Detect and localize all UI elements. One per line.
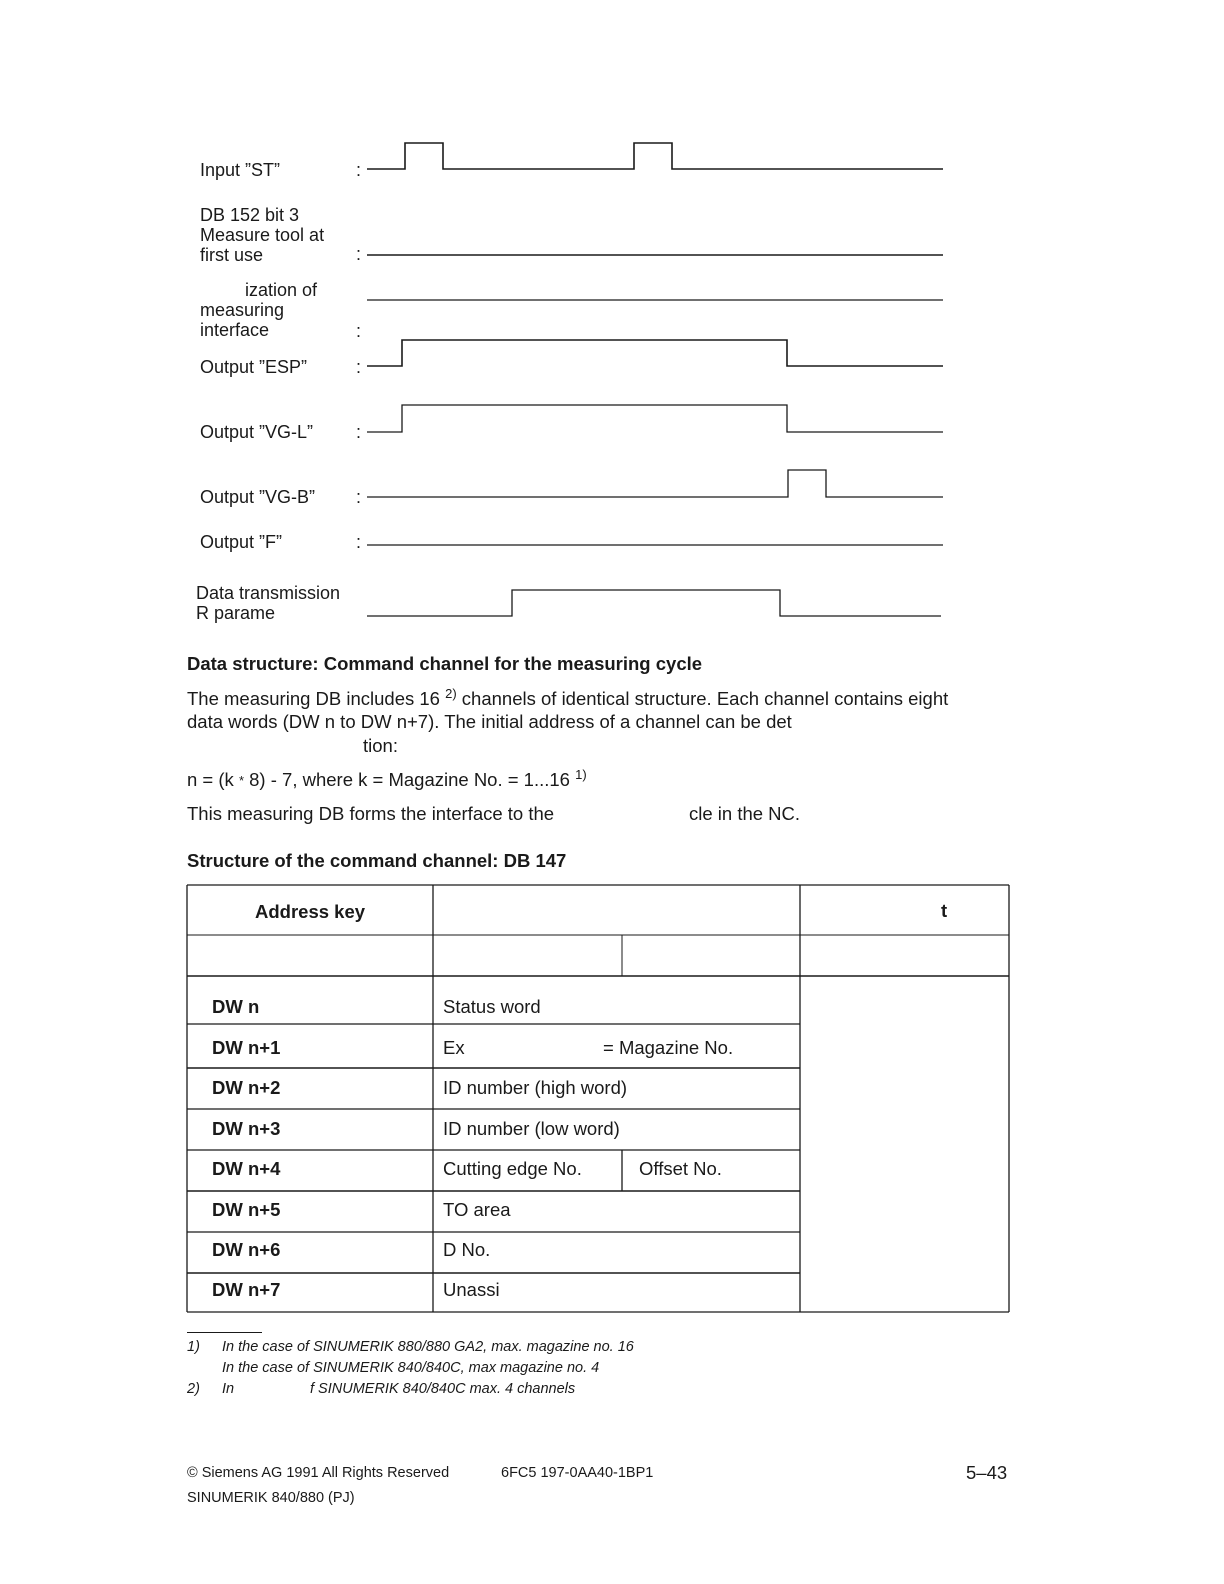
colon: : — [356, 532, 362, 552]
signal-label-output-vg-l: Output ”VG-L” — [200, 422, 314, 442]
paragraph-line: data words (DW n to DW n+7). The initial address of a channel can be det — [187, 711, 792, 732]
colon: : — [356, 160, 362, 180]
paragraph-interface-cont: cle in the NC. — [689, 803, 801, 824]
signal-label-db152: DB 152 bit 3 Measure tool at first use — [200, 205, 325, 265]
signal-label-output-vg-b: Output ”VG-B” — [200, 487, 316, 507]
waveform-output-vg-b — [367, 470, 943, 497]
colon: : — [356, 422, 362, 442]
table-row-key: DW n+1 — [212, 1037, 281, 1058]
footnote-text: In the case of SINUMERIK 880/880 GA2, max. magazine no. 16 — [222, 1339, 634, 1355]
footnote-divider — [187, 1332, 262, 1333]
paragraph-interface: This measuring DB forms the interface to the — [187, 803, 555, 824]
waveform-output-vg-l — [367, 405, 943, 432]
table-row-key: DW n+4 — [212, 1158, 281, 1179]
footer-page-number: 5–43 — [966, 1462, 1008, 1483]
footnote-text: In the case of SINUMERIK 840/840C, max magazine no. 4 — [222, 1360, 600, 1376]
table-row-desc: D No. — [443, 1239, 491, 1260]
section-heading-command-channel: Structure of the command channel: DB 147 — [187, 850, 567, 871]
table-row-key: DW n+6 — [212, 1239, 281, 1260]
footer-order-number: 6FC5 197-0AA40-1BP1 — [501, 1465, 654, 1481]
table-row-desc: ID number (low word) — [443, 1118, 620, 1139]
table-row-key: DW n — [212, 996, 260, 1017]
waveform-data-transmission — [367, 590, 941, 616]
colon: : — [356, 321, 362, 341]
table-row-desc: TO area — [443, 1199, 511, 1220]
footnote-text-cont: f SINUMERIK 840/840C max. 4 channels — [310, 1381, 576, 1397]
signal-label-output-f: Output ”F” — [200, 532, 283, 552]
table-row-desc: Unassi — [443, 1279, 500, 1300]
table-row-desc: ID number (high word) — [443, 1077, 628, 1098]
colon: : — [356, 487, 362, 507]
colon: : — [356, 357, 362, 377]
table-row-key: DW n+5 — [212, 1199, 281, 1220]
signal-label-measuring-interface: ization of measuring interface — [200, 280, 318, 340]
table-row-desc: Cutting edge No. — [443, 1158, 582, 1179]
formula: n = (k * 8) - 7, where k = Magazine No. = 1...16 $^{1)}$ — [187, 766, 587, 790]
footnote-text: In — [222, 1381, 235, 1397]
signal-label-output-esp: Output ”ESP” — [200, 357, 308, 377]
table-header-address-key: Address key — [255, 901, 366, 922]
waveform-input-st — [367, 143, 943, 169]
timing-diagram — [0, 0, 1224, 640]
footnote-mark: 1) — [187, 1339, 200, 1355]
footer-product: SINUMERIK 840/880 (PJ) — [187, 1490, 355, 1506]
table-row-desc: Status word — [443, 996, 541, 1017]
table-header-right: t — [941, 900, 948, 921]
table-row-desc2: = Magazine No. — [603, 1037, 734, 1058]
table-row-desc: Ex — [443, 1037, 465, 1058]
paragraph-line: tion: — [363, 735, 398, 756]
table-row-key: DW n+3 — [212, 1118, 281, 1139]
signal-label-input-st: Input ”ST” — [200, 160, 281, 180]
table-row-key: DW n+7 — [212, 1279, 281, 1300]
paragraph-line: The measuring DB includes 16 $^{2)}$ channels of identical structure. Each channel contains eight — [187, 685, 949, 709]
waveform-output-esp — [367, 340, 943, 366]
table-row-key: DW n+2 — [212, 1077, 281, 1098]
footnote-mark: 2) — [187, 1381, 200, 1397]
colon: : — [356, 244, 362, 264]
signal-label-data-transmission: Data transmission R parame — [196, 583, 341, 623]
section-heading-data-structure: Data structure: Command channel for the measuring cycle — [187, 653, 703, 674]
footer-copyright: © Siemens AG 1991 All Rights Reserved — [187, 1465, 450, 1481]
table-row-desc2: Offset No. — [639, 1158, 722, 1179]
